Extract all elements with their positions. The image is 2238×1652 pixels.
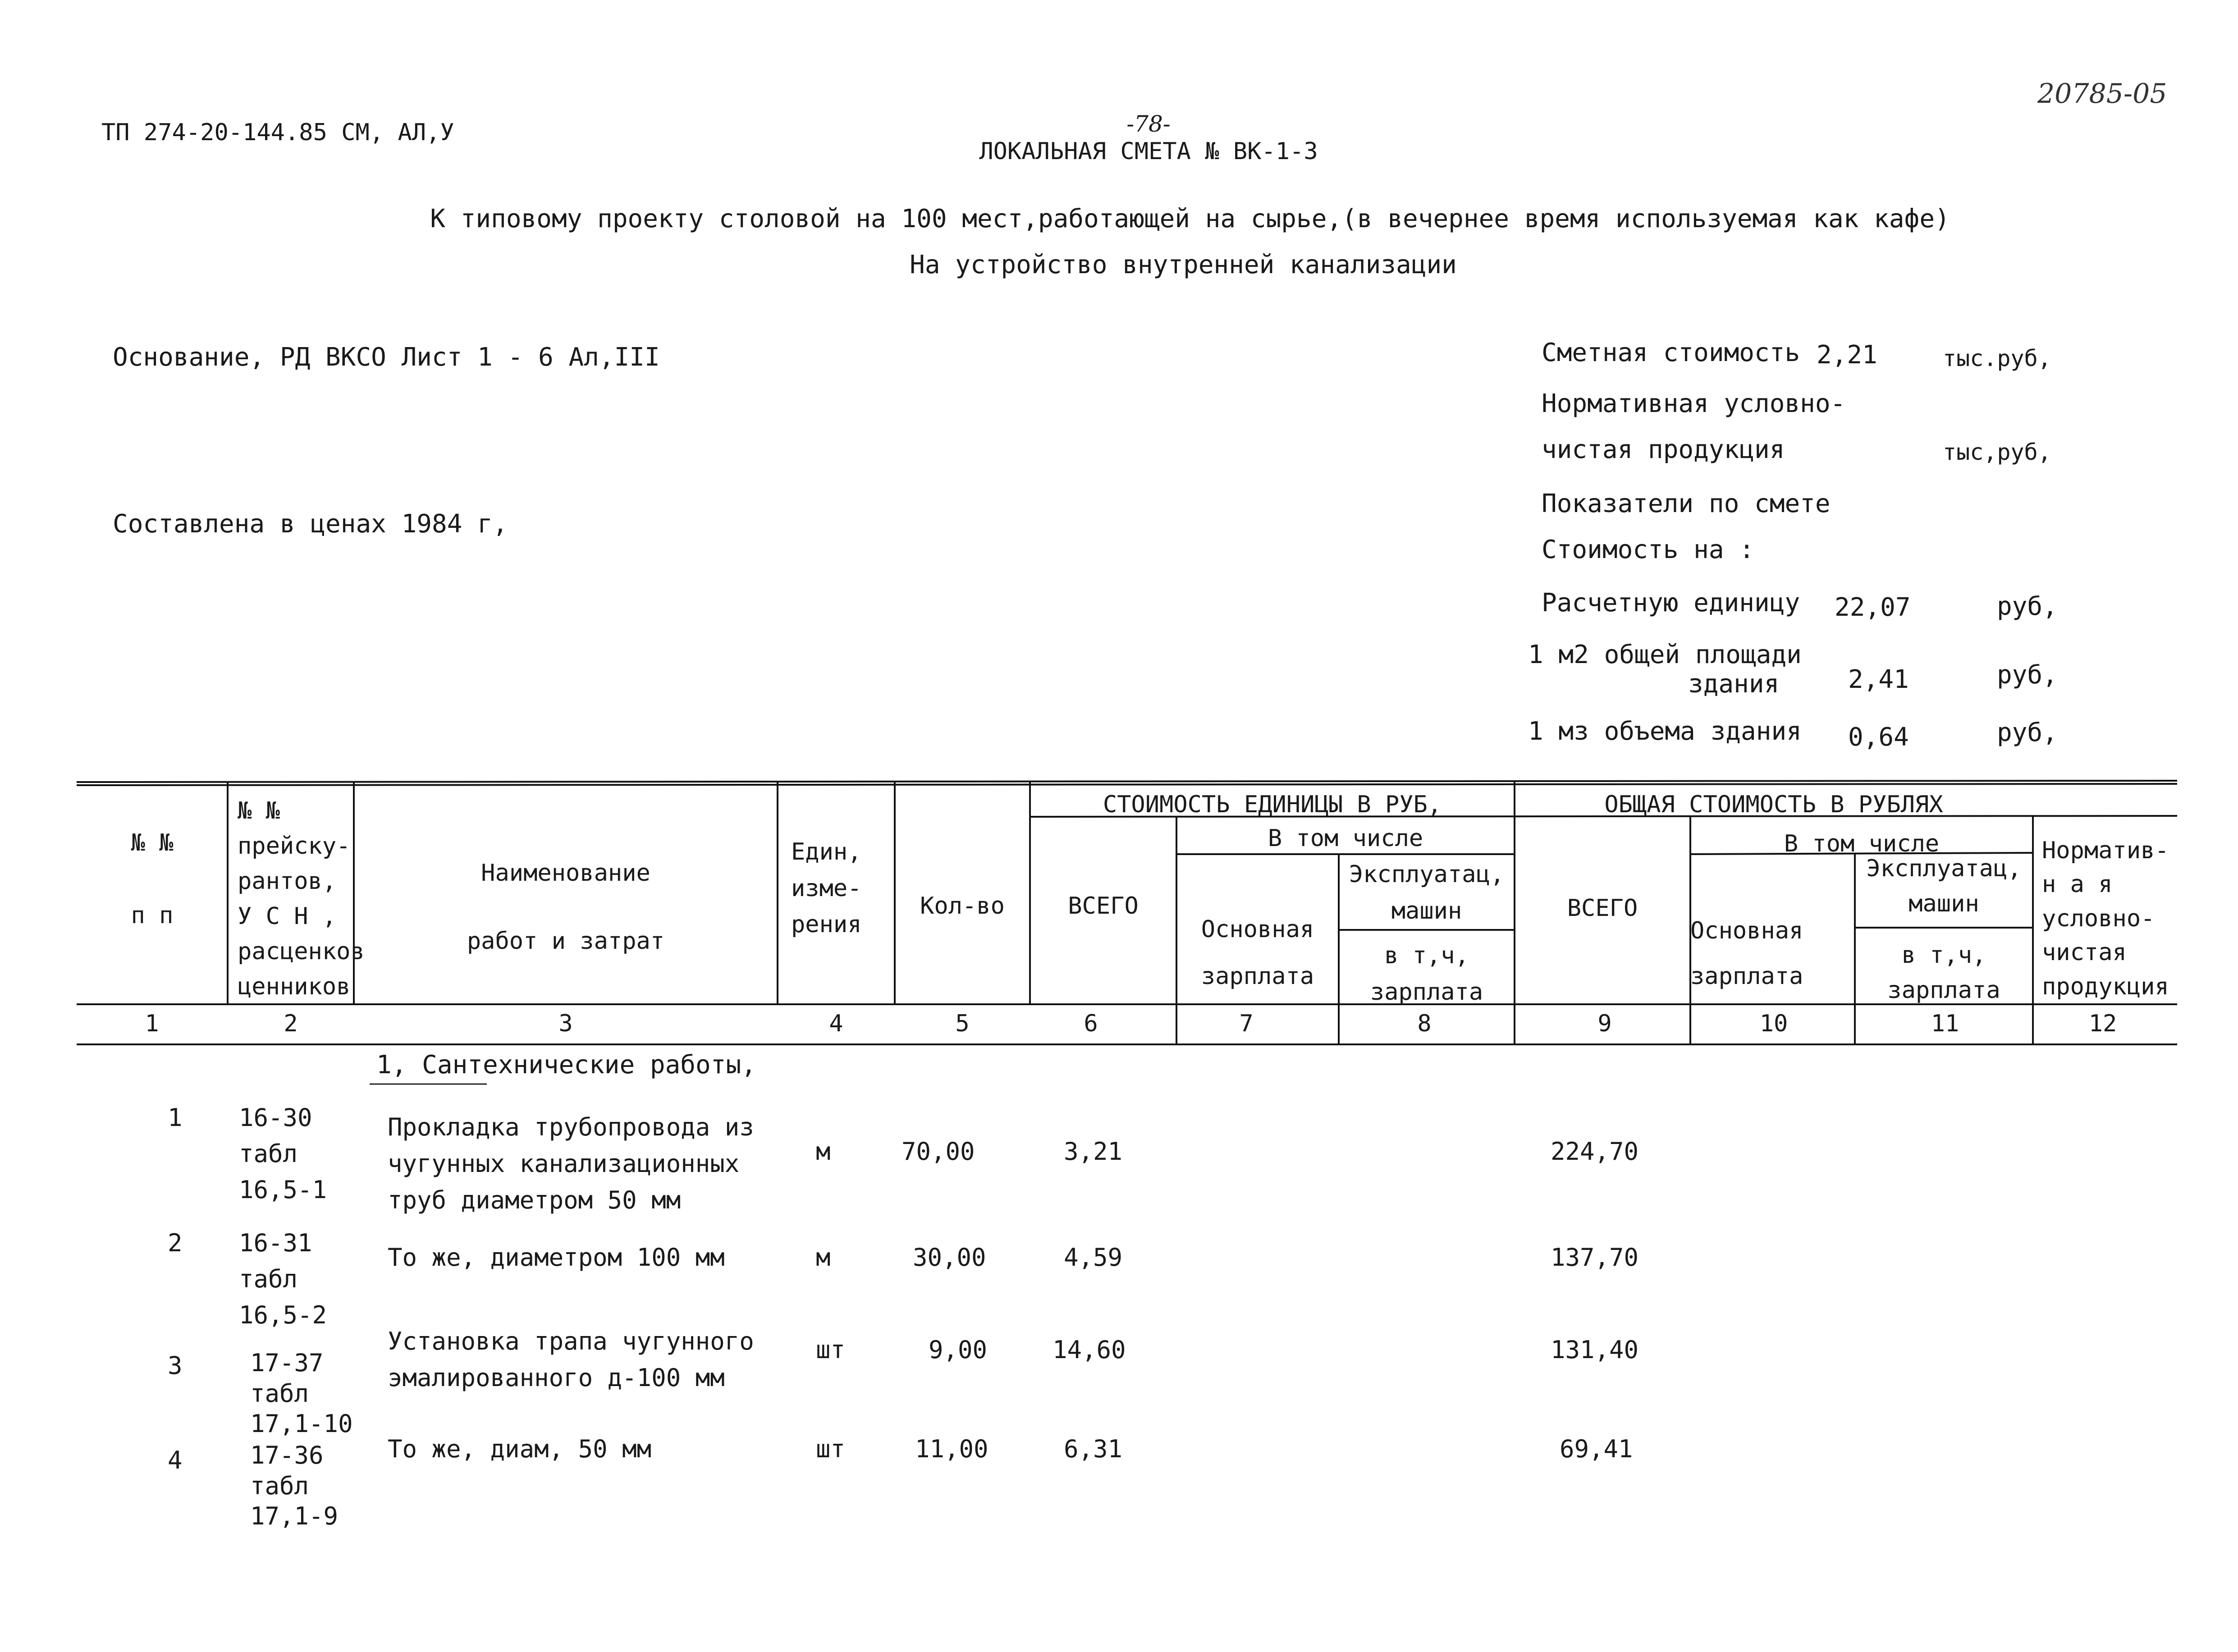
area-value: 2,41 — [1848, 665, 1909, 694]
row-code: 17-37 табл 17,1-10 — [250, 1349, 353, 1438]
column-number: 1 — [145, 1010, 159, 1037]
archive-stamp: 20785-05 — [2037, 78, 2167, 110]
column-number: 3 — [558, 1010, 573, 1037]
header-included-2: В том числе — [1784, 830, 1940, 857]
cost-unit: тыс.руб, — [1943, 345, 2051, 371]
column-number: 8 — [1417, 1010, 1432, 1037]
column-number: 11 — [1931, 1010, 1959, 1037]
cost-value: 2,21 — [1817, 340, 1877, 370]
basis-line: Основание, РД ВКСО Лист 1 - 6 Ал,III — [113, 343, 660, 372]
volume-value: 0,64 — [1848, 723, 1909, 752]
header-included-1: В том числе — [1268, 825, 1423, 852]
column-number: 12 — [2088, 1010, 2117, 1037]
header-work-name: Наименование работ и затрат — [467, 860, 665, 955]
column-number: 10 — [1759, 1010, 1788, 1037]
row-work-name: Установка трапа чугунного эмалированного д-100 мм — [388, 1327, 754, 1392]
header-machine-wage-1: в т,ч, зарплата — [1370, 942, 1483, 1006]
volume-label: 1 мз объема здания — [1528, 717, 1802, 746]
header-machine-2: Эксплуатац, машин — [1866, 855, 2022, 917]
header-machine-1: Эксплуатац, машин — [1349, 861, 1505, 924]
header-total-1: ВСЕГО — [1068, 892, 1139, 920]
row-work-name: То же, диам, 50 мм — [388, 1435, 652, 1463]
document-purpose: На устройство внутренней канализации — [910, 250, 1457, 279]
header-total-2: ВСЕГО — [1567, 895, 1638, 922]
row-total-cost: 131,40 — [1551, 1336, 1639, 1364]
area-unit: руб, — [1997, 660, 2058, 690]
document-title: ЛОКАЛЬНАЯ СМЕТА № ВК-1-3 — [979, 138, 1318, 165]
area-label-1: 1 м2 общей площади — [1528, 640, 1802, 669]
header-row-number: № № п п — [131, 829, 174, 929]
section-title: 1, Сантехнические работы, — [376, 1050, 756, 1080]
row-unit-cost: 4,59 — [1064, 1243, 1123, 1272]
column-number: 4 — [829, 1010, 843, 1037]
document-subtitle: К типовому проекту столовой на 100 мест,работающей на сырье,(в вечернее время используемая как кафе) — [430, 204, 1950, 233]
row-unit-cost: 3,21 — [1064, 1137, 1123, 1166]
page-number: -78- — [1126, 111, 1171, 137]
header-quantity: Кол-во — [920, 892, 1005, 920]
header-unit: Един, изме- рения — [791, 838, 862, 938]
row-number: 1 — [168, 1103, 183, 1132]
cost-per-label: Стоимость на : — [1542, 535, 1755, 564]
row-quantity: 11,00 — [915, 1435, 989, 1463]
row-total-cost: 224,70 — [1551, 1137, 1639, 1166]
row-unit-cost: 14,60 — [1053, 1336, 1126, 1364]
cost-label: Сметная стоимость — [1542, 338, 1800, 367]
norm-label-1: Нормативная условно- — [1542, 389, 1846, 418]
column-number: 9 — [1597, 1010, 1612, 1037]
area-label-2: здания — [1688, 669, 1780, 699]
row-code: 16-31 табл 16,5-2 — [239, 1229, 327, 1329]
row-unit-cost: 6,31 — [1064, 1435, 1123, 1463]
unit-cost-value: 22,07 — [1835, 593, 1911, 622]
header-wage-2: Основная зарплата — [1690, 917, 1803, 990]
row-quantity: 9,00 — [929, 1336, 988, 1364]
row-number: 4 — [168, 1446, 183, 1474]
column-number: 5 — [955, 1010, 970, 1037]
header-machine-wage-2: в т,ч, зарплата — [1887, 942, 2000, 1004]
row-number: 3 — [168, 1351, 183, 1380]
unit-cost-unit: руб, — [1997, 592, 2058, 621]
header-unit-cost-group: СТОИМОСТЬ ЕДИНИЦЫ В РУБ, — [1103, 791, 1442, 818]
row-unit: м — [816, 1243, 831, 1272]
row-unit: шт — [816, 1336, 846, 1364]
norm-label-2: чистая продукция — [1542, 435, 1785, 464]
unit-cost-label: Расчетную единицу — [1542, 588, 1800, 618]
column-number: 6 — [1084, 1010, 1098, 1037]
row-total-cost: 69,41 — [1560, 1435, 1633, 1463]
indicators-label: Показатели по смете — [1542, 489, 1831, 518]
row-quantity: 70,00 — [902, 1137, 975, 1166]
header-normative-product: Норматив- н а я условно- чистая продукция — [2042, 837, 2169, 1000]
document-code: ТП 274-20-144.85 СМ, АЛ,У — [101, 119, 454, 146]
row-quantity: 30,00 — [913, 1243, 986, 1272]
row-number: 2 — [168, 1229, 183, 1257]
header-pricelist: № № прейску- рантов, У С Н , расценков ценников — [238, 797, 365, 1000]
header-wage-1: Основная зарплата — [1201, 916, 1314, 990]
row-code: 17-36 табл 17,1-9 — [250, 1441, 339, 1530]
column-number: 2 — [284, 1010, 298, 1037]
prices-year: Составлена в ценах 1984 г, — [113, 509, 508, 539]
row-code: 16-30 табл 16,5-1 — [239, 1103, 327, 1204]
column-number: 7 — [1239, 1010, 1254, 1037]
row-unit: м — [816, 1137, 831, 1166]
volume-unit: руб, — [1997, 718, 2058, 747]
row-work-name: То же, диаметром 100 мм — [388, 1243, 725, 1272]
header-total-cost-group: ОБЩАЯ СТОИМОСТЬ В РУБЛЯХ — [1604, 791, 1943, 818]
row-total-cost: 137,70 — [1551, 1243, 1639, 1272]
row-unit: шт — [816, 1435, 846, 1463]
row-work-name: Прокладка трубопровода из чугунных канализационных труб диаметром 50 мм — [388, 1113, 754, 1214]
norm-unit: тыс,руб, — [1943, 439, 2051, 465]
